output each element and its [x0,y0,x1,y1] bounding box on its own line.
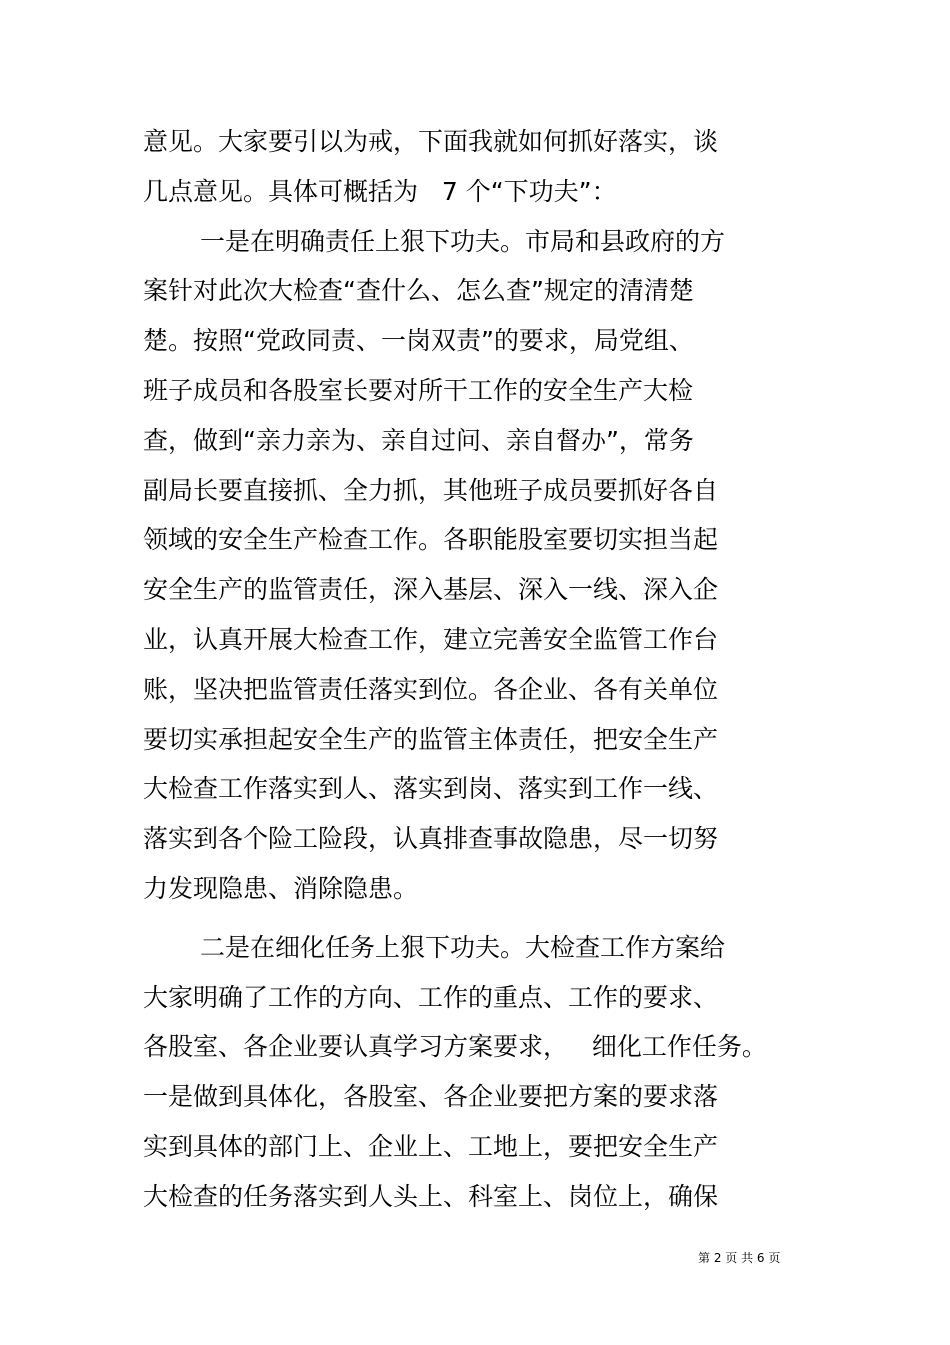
text-line: 大检查工作落实到人、落实到岗、落实到工作一线、 [143,774,719,804]
text-line: 案针对此次大检查“查什么、怎么查”规定的清清楚 [143,276,694,306]
text-line: 楚。按照“党政同责、一岗双责”的要求，局党组、 [143,326,694,356]
text-line: 大检查的任务落实到人头上、科室上、岗位上，确保 [143,1181,719,1211]
text-line: 账，坚决把监管责任落实到位。各企业、各有关单位 [143,674,719,704]
text-line: 查，做到“亲力亲为、亲自过问、亲自督办”，常务 [143,425,694,455]
text-line: 一是做到具体化，各股室、各企业要把方案的要求落 [143,1082,719,1112]
page-number-footer: 第 2 页 共 6 页 [698,1251,781,1265]
document-body [143,117,823,1222]
paragraph-gap [143,914,823,923]
text-line: 副局长要直接抓、全力抓，其他班子成员要抓好各自 [143,475,719,505]
paragraph [143,117,823,217]
text-line: 力发现隐患、消除隐患。 [143,873,419,903]
text-line: 领域的安全生产检查工作。各职能股室要切实担当起 [143,525,719,555]
text-line: 业，认真开展大检查工作，建立完善安全监管工作台 [143,624,719,654]
text-line: 落实到各个险工险段，认真排查事故隐患，尽一切努 [143,824,719,854]
text-line: 安全生产的监管责任，深入基层、深入一线、深入企 [143,575,719,605]
text-line: 意见。大家要引以为戒，下面我就如何抓好落实，谈 [143,127,719,156]
text-line: 各股室、各企业要认真学习方案要求， 细化工作任务。 [143,1032,767,1062]
paragraph [143,217,823,914]
text-line: 实到具体的部门上、企业上、工地上，要把安全生产 [143,1131,719,1161]
text-line: 二是在细化任务上狠下功夫。大检查工作方案给 [200,932,726,962]
text-line: 班子成员和各股室长要对所干工作的安全生产大检 [143,375,694,405]
paragraph [143,923,823,1222]
text-line: 几点意见。具体可概括为 7 个“下功夫”： [143,176,617,206]
text-line: 大家明确了工作的方向、工作的重点、工作的要求、 [143,982,719,1012]
text-line: 一是在明确责任上狠下功夫。市局和县政府的方 [200,226,726,256]
text-line: 要切实承担起安全生产的监管主体责任，把安全生产 [143,724,719,754]
